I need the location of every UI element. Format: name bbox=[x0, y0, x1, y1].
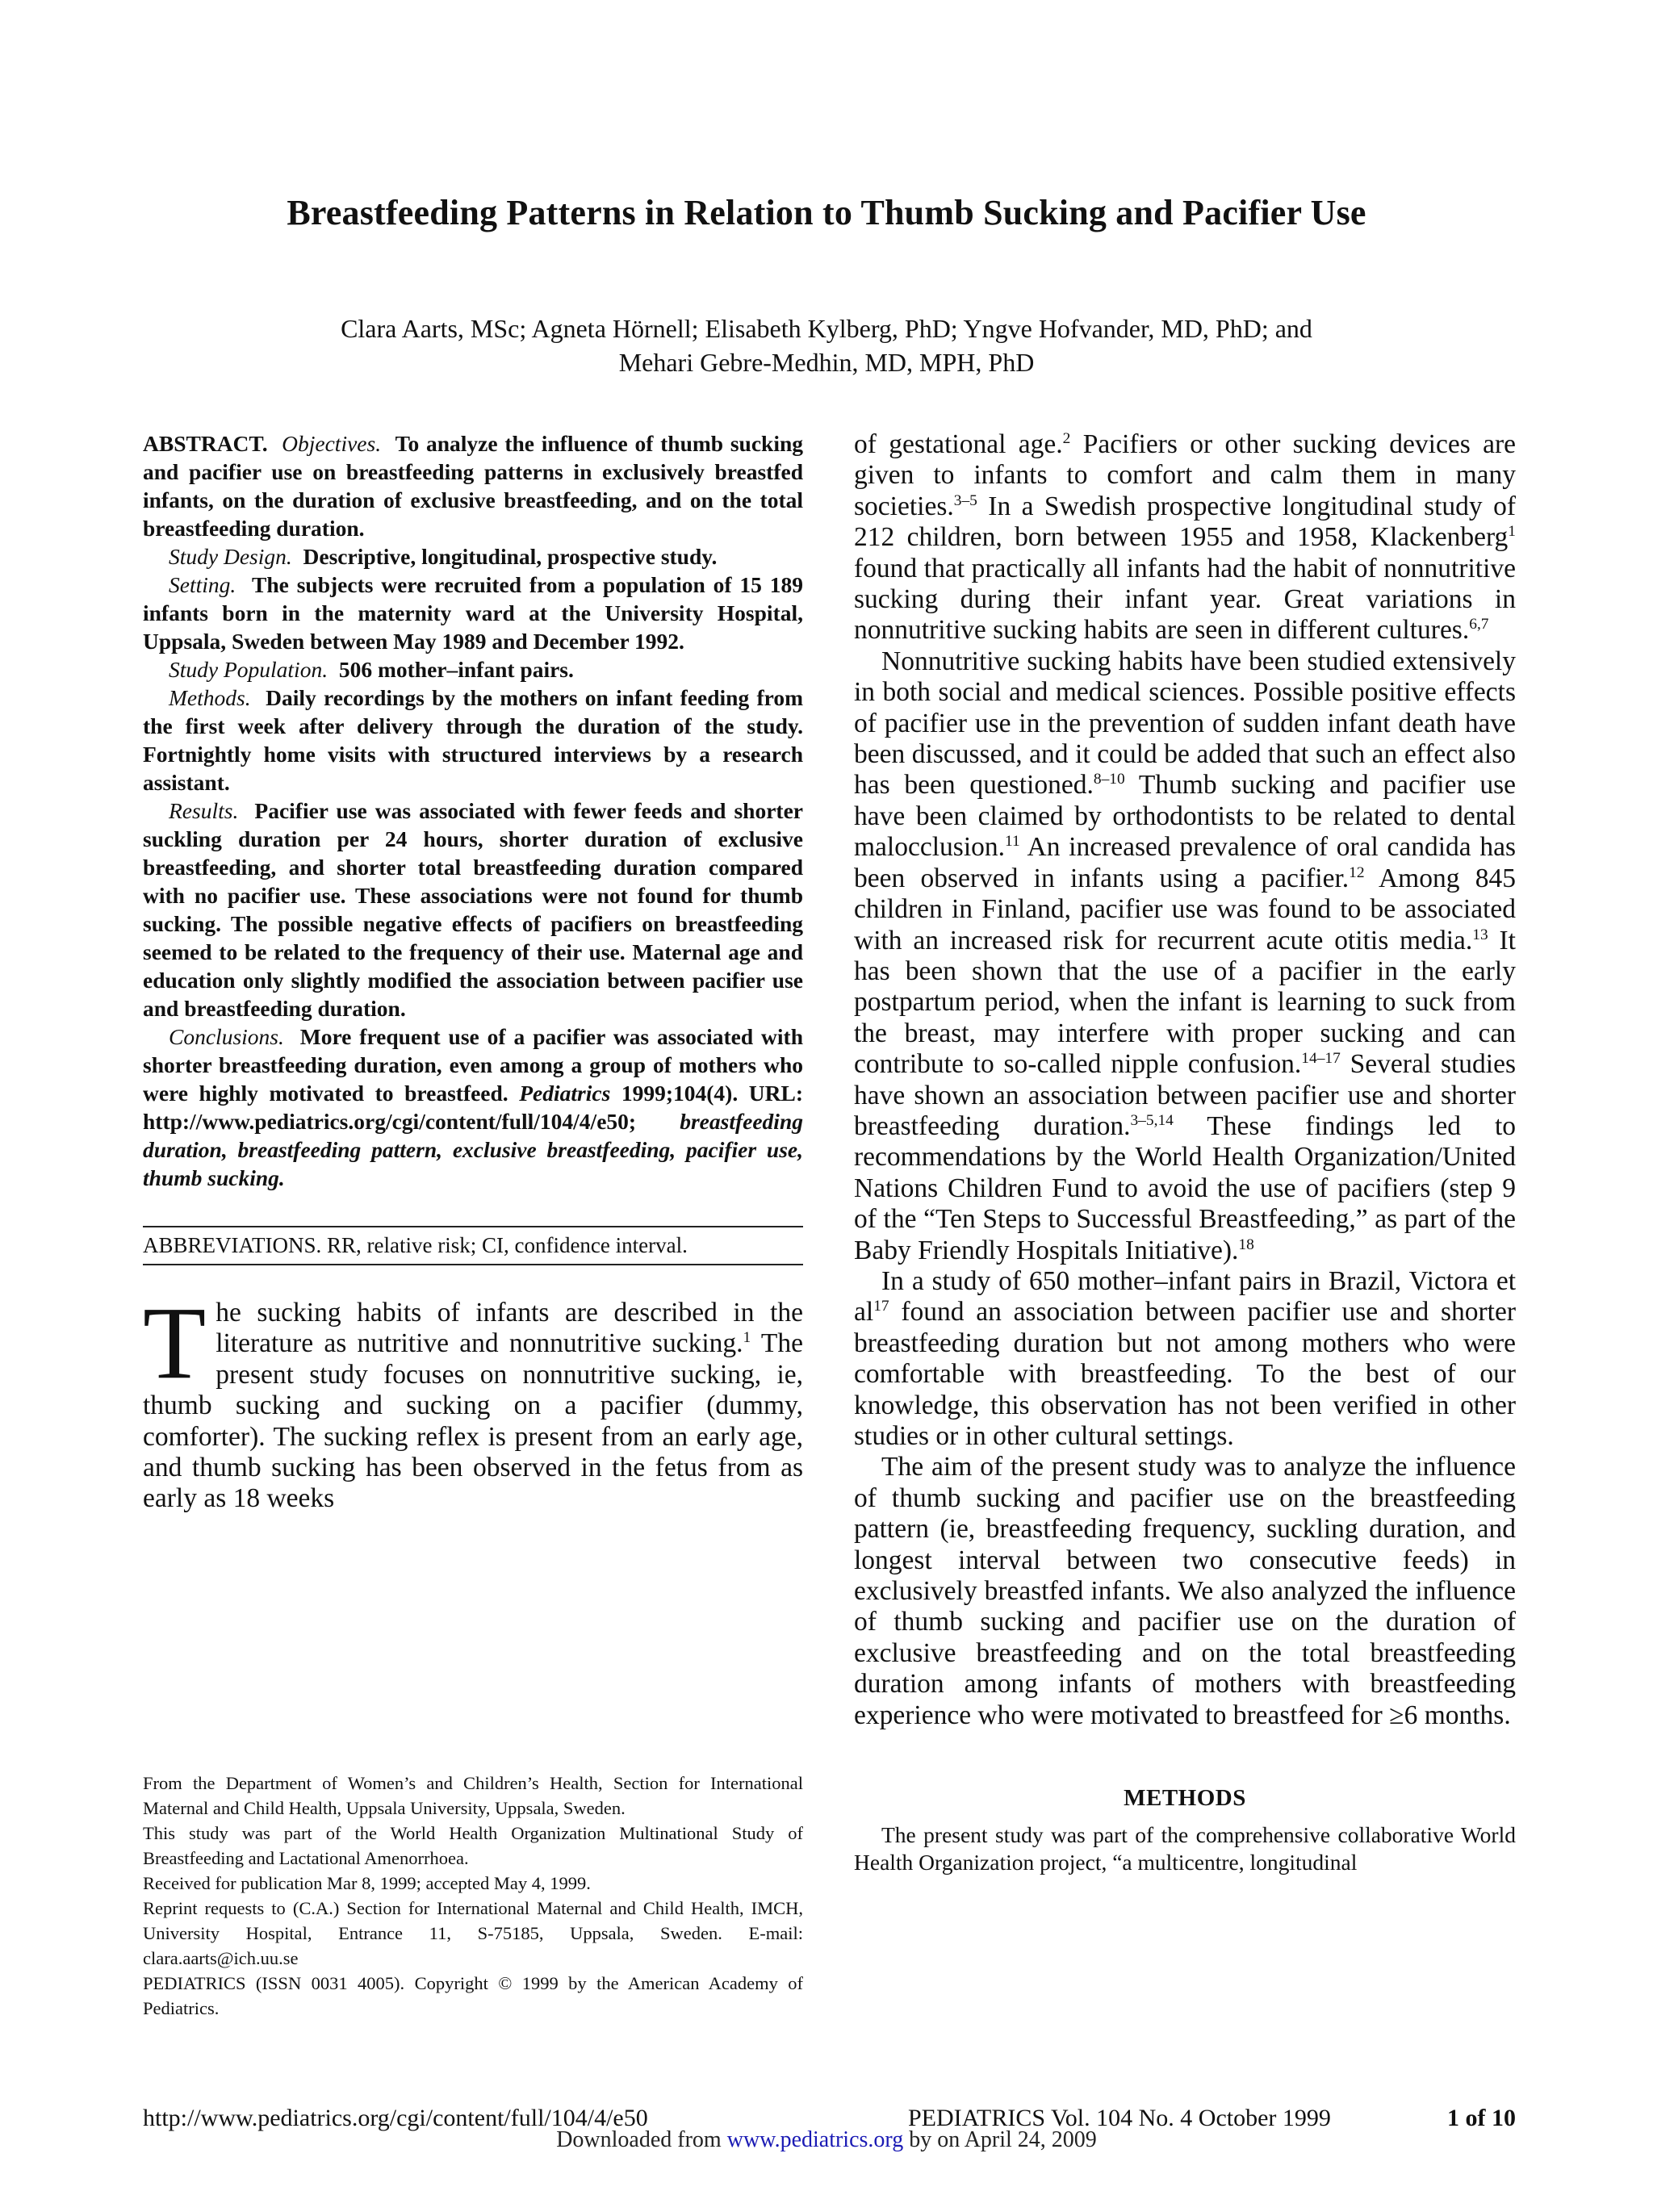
reference-marker: 6,7 bbox=[1469, 616, 1489, 633]
download-suffix: by on April 24, 2009 bbox=[903, 2127, 1097, 2152]
methods-section-text bbox=[854, 1821, 1516, 1876]
reference-marker: 14–17 bbox=[1301, 1049, 1341, 1067]
text-run: of gestational age. bbox=[854, 429, 1063, 459]
text-run: found that practically all infants had the habit of nonnutritive sucking during their infant year. Great variations in nonnutritive sucking habits are seen in different cultures. bbox=[854, 553, 1516, 646]
abstract-objectives bbox=[143, 429, 803, 542]
methods-paragraph: The present study was part of the comprehensive collaborative World Health Organization project, “a multicentre, longitudinal bbox=[854, 1822, 1516, 1875]
author-line-1: Clara Aarts, MSc; Agneta Hörnell; Elisabeth Kylberg, PhD; Yngve Hofvander, MD, PhD; and bbox=[341, 314, 1312, 343]
body-paragraph-1 bbox=[854, 429, 1516, 646]
author-line-2: Mehari Gebre-Medhin, MD, MPH, PhD bbox=[618, 348, 1035, 377]
text-run: Nonnutritive sucking habits have been studied extensively in both social and medical sciences. Possible positive effects of pacifier use in the prevention of sudden infant death have been discussed, and it could be added that such an effect also has been questioned. bbox=[854, 646, 1516, 801]
abstract-conclusions bbox=[143, 1022, 803, 1192]
download-watermark bbox=[0, 2127, 1653, 2153]
article-title: Breastfeeding Patterns in Relation to Thumb Sucking and Pacifier Use bbox=[287, 193, 1366, 232]
footnote-reprint: Reprint requests to (C.A.) Section for International Maternal and Child Health, IMCH, University Hospital, Entrance 11, S-75185, Uppsala, Sweden. E-mail: clara.aarts@ich.uu.se bbox=[143, 1898, 803, 1968]
abstract-design bbox=[143, 542, 803, 571]
text-run: Thumb sucking and pacifier use have been claimed by orthodontists to be related to dental malocclusion. bbox=[854, 770, 1516, 863]
results-text: Pacifier use was associated with fewer feeds and shorter suckling duration per 24 hours, shorter duration of exclusive breastfeeding, and shorter total breastfeeding duration compared with no pacifier use. These associations were not found for thumb sucking. The possible negative effects of pacifiers on breastfeeding seemed to be related to the frequency of their use. Maternal age and education only slightly modified the association between pacifier use and breastfeeding duration. bbox=[143, 798, 803, 1021]
conclusions-text: More frequent use of a pacifier was associated with shorter breastfeeding duration, even among a group of mothers who were highly motivated to breastfeed. bbox=[143, 1024, 804, 1106]
reference-marker: 12 bbox=[1349, 863, 1365, 881]
reference-marker: 3–5 bbox=[953, 491, 977, 509]
results-heading: Results. bbox=[169, 798, 239, 823]
page-number: 1 of 10 bbox=[1447, 2105, 1516, 2131]
body-paragraph-2 bbox=[854, 646, 1516, 1266]
drop-cap: T bbox=[143, 1286, 207, 1400]
setting-heading: Setting. bbox=[169, 572, 236, 597]
abbreviations: ABBREVIATIONS. RR, relative risk; CI, confidence interval. bbox=[143, 1226, 803, 1265]
text-run: An increased prevalence of oral candida has been observed in infants using a pacifier. bbox=[854, 832, 1516, 893]
footnote-study: This study was part of the World Health Organization Multinational Study of Breastfeeding and Lactational Amenorrhoea. bbox=[143, 1823, 803, 1868]
author-list bbox=[161, 312, 1492, 379]
text-run: found an association between pacifier use and shorter breastfeeding duration but not among mothers who were comfortable with breastfeeding. To the best of our knowledge, this observation has not been verified in other studies or in other cultural settings. bbox=[854, 1297, 1516, 1451]
right-column bbox=[854, 429, 1516, 1876]
text-run: It has been shown that the use of a pacifier in the early postpartum period, when the infant is learning to suck from the breast, may interfere with proper sucking and can contribute to so-called nipple confusion. bbox=[854, 925, 1516, 1080]
population-heading: Study Population. bbox=[169, 657, 329, 682]
abstract bbox=[143, 429, 803, 1192]
reference-marker: 17 bbox=[873, 1298, 889, 1315]
intro-paragraph bbox=[143, 1286, 803, 1515]
design-heading: Study Design. bbox=[169, 544, 292, 569]
design-text: Descriptive, longitudinal, prospective study. bbox=[303, 544, 718, 569]
reference-marker: 18 bbox=[1238, 1236, 1254, 1253]
abstract-label: ABSTRACT. bbox=[143, 431, 268, 456]
methods-text: Daily recordings by the mothers on infant feeding from the first week after delivery through the duration of the study. Fortnightly home visits with structured interviews by a research assistant. bbox=[143, 685, 804, 795]
conclusions-heading: Conclusions. bbox=[169, 1024, 284, 1049]
objectives-text: To analyze the influence of thumb sucking and pacifier use on breastfeeding patterns in exclusively breastfed infants, on the duration of exclusive breastfeeding, and on the total breastfeeding duration. bbox=[143, 431, 804, 541]
setting-text: The subjects were recruited from a population of 15 189 infants born in the maternity ward at the University Hospital, Uppsala, Sweden between May 1989 and December 1992. bbox=[143, 572, 804, 654]
methods-heading: Methods. bbox=[169, 685, 251, 710]
download-link[interactable]: www.pediatrics.org bbox=[726, 2127, 904, 2152]
text-run: In a Swedish prospective longitudinal study of 212 children, born between 1955 and 1958, Klackenberg bbox=[854, 491, 1516, 553]
reference-marker: 8–10 bbox=[1093, 771, 1125, 788]
footnote-copyright: PEDIATRICS (ISSN 0031 4005). Copyright © 1999 by the American Academy of Pediatrics. bbox=[143, 1973, 803, 2018]
footnote-affiliation: From the Department of Women’s and Children’s Health, Section for International Maternal and Child Health, Uppsala University, Uppsala, Sweden. bbox=[143, 1773, 803, 1818]
objectives-heading: Objectives. bbox=[282, 431, 382, 456]
text-run: These findings led to recommendations by the World Health Organization/United Nations Children Fund to avoid the use of pacifiers (step 9 of the “Ten Steps to Successful Breastfeeding,” as part of the Baby Friendly Hospitals Initiative). bbox=[854, 1110, 1516, 1265]
reference-marker: 1 bbox=[743, 1329, 751, 1347]
reference-marker: 1 bbox=[1508, 523, 1516, 541]
body-text bbox=[854, 429, 1516, 1731]
intro-text-b: The present study focuses on nonnutritive sucking, ie, thumb sucking and sucking on a pacifier (dummy, comforter). The sucking reflex is present from an early age, and thumb sucking has been observed in the fetus from as early as 18 weeks bbox=[143, 1328, 803, 1514]
methods-section-heading: METHODS bbox=[1124, 1785, 1246, 1812]
intro-text-a: he sucking habits of infants are described in the literature as nutritive and nonnutritive sucking. bbox=[216, 1298, 803, 1359]
abstract-setting bbox=[143, 571, 803, 655]
left-column bbox=[143, 429, 803, 1515]
population-text: 506 mother–infant pairs. bbox=[338, 657, 574, 682]
text-run: Among 845 children in Finland, pacifier use was found to be associated with an increased risk for recurrent acute otitis media. bbox=[854, 863, 1516, 955]
abstract-results bbox=[143, 797, 803, 1022]
reference-marker: 3–5,14 bbox=[1130, 1111, 1174, 1129]
abstract-methods bbox=[143, 684, 803, 797]
reference-marker: 11 bbox=[1005, 833, 1020, 851]
journal-name: Pediatrics bbox=[519, 1081, 611, 1106]
footnotes bbox=[143, 1771, 803, 2021]
keywords: breastfeeding duration, breastfeeding pattern, exclusive breastfeeding, pacifier use, thumb sucking. bbox=[143, 1109, 803, 1190]
footer-journal: PEDIATRICS Vol. 104 No. 4 October 1999 bbox=[908, 2105, 1331, 2131]
body-paragraph-4: The aim of the present study was to analyze the influence of thumb sucking and pacifier use on the breastfeeding pattern (ie, breastfeeding frequency, suckling duration, and longest interval between two consecutive feeds) in exclusively breastfed infants. We also analyzed the influence of thumb sucking and pacifier use on the duration of exclusive breastfeeding and on the total breastfeeding duration among infants of mothers with breastfeeding experience who were motivated to breastfeed for ≥6 months. bbox=[854, 1452, 1516, 1730]
text-run: Pacifiers or other sucking devices are given to infants to comfort and calm them in many societies. bbox=[854, 429, 1516, 521]
text-run: In a study of 650 mother–infant pairs in Brazil, Victora et al bbox=[854, 1265, 1516, 1328]
citation-url[interactable]: 1999;104(4). URL: http://www.pediatrics.org/cgi/content/full/104/4/e50; bbox=[143, 1081, 803, 1134]
text-run: Several studies have shown an association between pacifier use and shorter breastfeeding duration. bbox=[854, 1049, 1517, 1141]
reference-marker: 13 bbox=[1472, 926, 1488, 943]
download-prefix: Downloaded from bbox=[556, 2127, 727, 2152]
reference-marker: 2 bbox=[1062, 429, 1071, 447]
body-paragraph-3 bbox=[854, 1266, 1516, 1452]
footer-url[interactable]: http://www.pediatrics.org/cgi/content/full/104/4/e50 bbox=[143, 2105, 648, 2131]
footnote-received: Received for publication Mar 8, 1999; accepted May 4, 1999. bbox=[143, 1873, 591, 1893]
abstract-population bbox=[143, 655, 803, 684]
